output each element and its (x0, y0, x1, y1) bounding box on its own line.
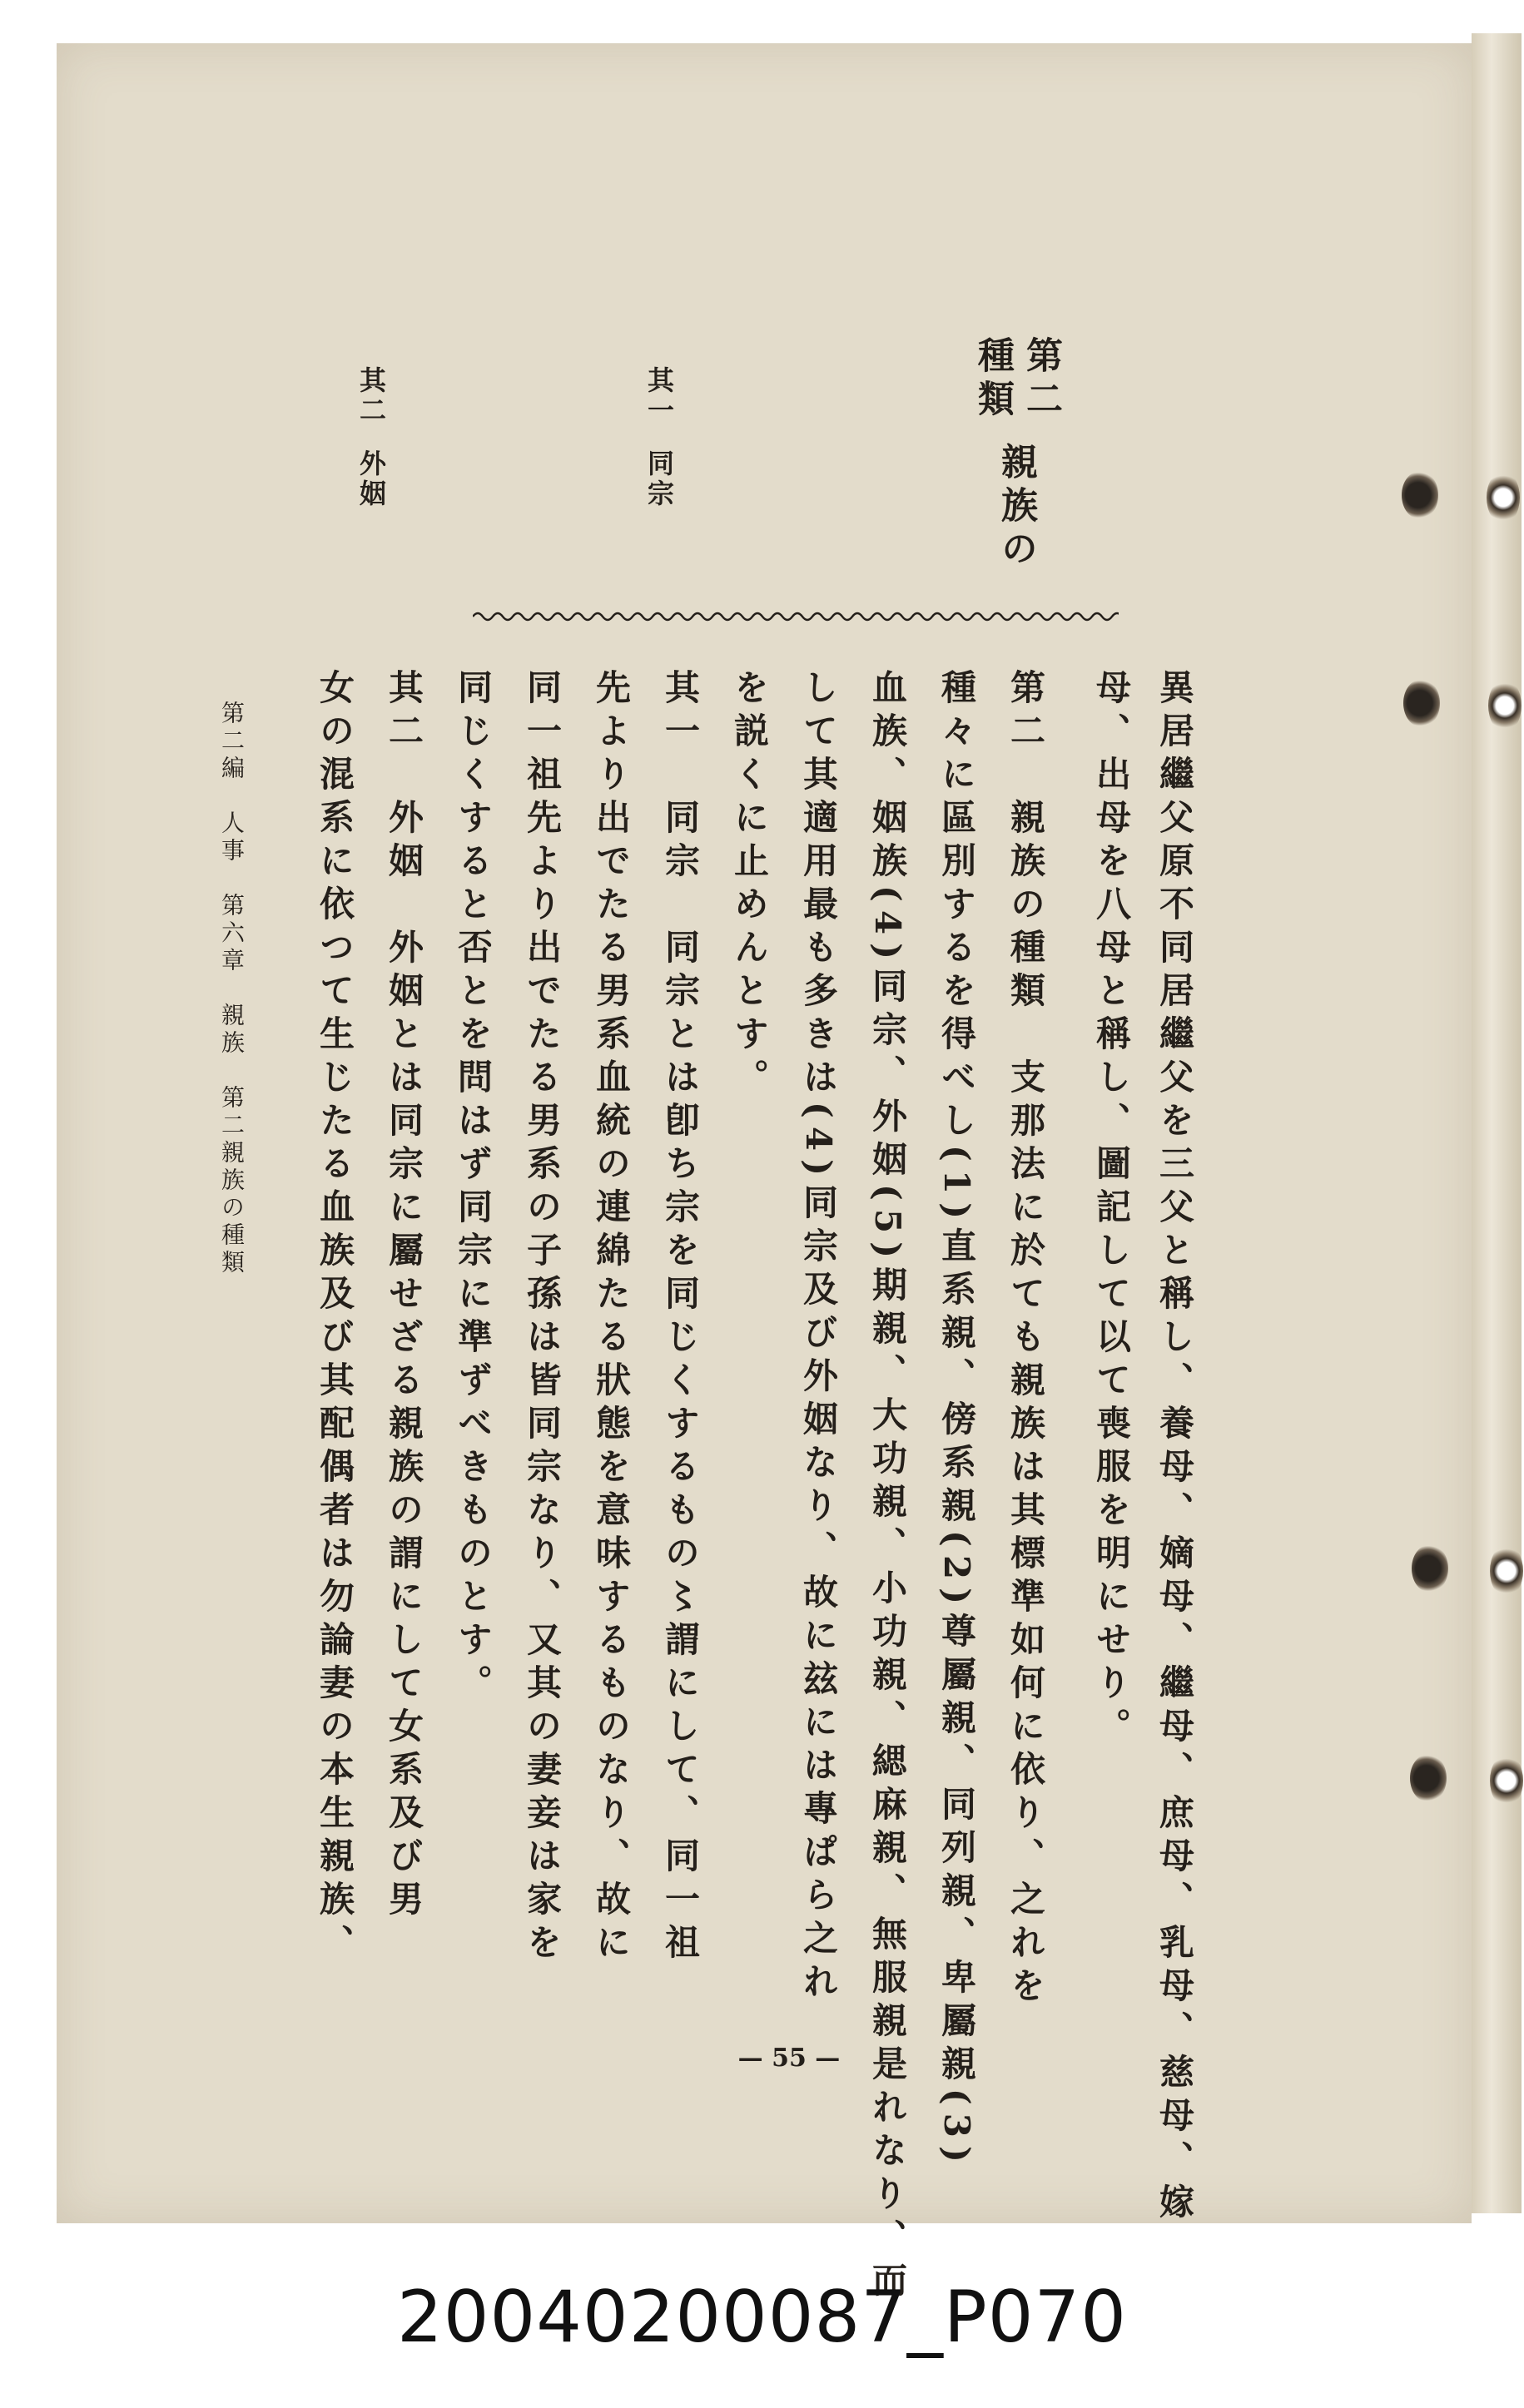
subheading-2-label: 其二 (355, 366, 387, 426)
punch-hole (1403, 679, 1440, 727)
punch-hole (1487, 471, 1520, 524)
adjacent-page-edge (1472, 33, 1522, 2213)
body-line: 異居繼父原不同居繼父を三父と稱し、養母、嫡母、繼母、庶母、乳母、慈母、嫁 (1154, 669, 1195, 2227)
body-line: 血族、姻族(4)同宗、外姻(5)期親、大功親、小功親、緦麻親、無服親是れなり、而 (867, 669, 908, 2305)
body-line: 種々に區別するを得べし(1)直系親、傍系親(2)尊屬親、同列親、卑屬親(3) (936, 669, 977, 2171)
section-heading-label: 種類 (971, 336, 1014, 423)
body-line: して其適用最も多きは(4)同宗及び外姻なり、故に玆には專ぱら之れ (798, 669, 839, 2006)
punch-hole (1412, 1544, 1448, 1593)
body-line: 同じくすると否とを問はず同宗に準ずべきものとす。 (453, 669, 494, 1707)
subheading-2-title: 外姻 (355, 449, 387, 509)
punch-hole (1490, 1544, 1523, 1598)
body-line: 其二 外姻 外姻とは同宗に屬せざる親族の謂にして女系及び男 (384, 669, 424, 1924)
book-page (57, 43, 1472, 2305)
body-line: を説くに止めんとす。 (729, 669, 770, 1102)
punch-hole (1410, 1754, 1447, 1802)
punch-hole (1402, 471, 1438, 519)
body-line: 其一 同宗 同宗とは卽ち宗を同じくするもの〻謂にして、同一祖 (660, 669, 701, 1967)
archive-caption: 20040200087_P070 (397, 2276, 1127, 2359)
section-heading-number: 第二 (1020, 336, 1062, 423)
punch-hole (1488, 679, 1522, 732)
body-line: 同一祖先より出でたる男系の子孫は皆同宗なり、又其の妻妾は家を (522, 669, 563, 1967)
body-line: 女の混系に依つて生じたる血族及び其配偶者は勿論妻の本生親族、 (315, 669, 355, 1967)
running-head: 第二編 人事 第六章 親族 第二親族の種類 (218, 701, 246, 1277)
page-number: — 55 — (737, 2044, 841, 2073)
body-line: 母、出母を八母と稱し、圖記して以て喪服を明にせり。 (1091, 669, 1132, 1751)
wavy-divider (473, 606, 1119, 627)
subheading-1-title: 同宗 (643, 449, 675, 509)
section-heading-title: 親族の (995, 443, 1037, 572)
punch-hole (1490, 1754, 1523, 1807)
body-line: 先より出でたる男系血統の連綿たる狀態を意味するものなり、故に (591, 669, 632, 1967)
subheading-1-label: 其一 (643, 366, 675, 426)
body-line: 第二 親族の種類 支那法に於ても親族は其標準如何に依り、之れを (1005, 669, 1046, 2010)
